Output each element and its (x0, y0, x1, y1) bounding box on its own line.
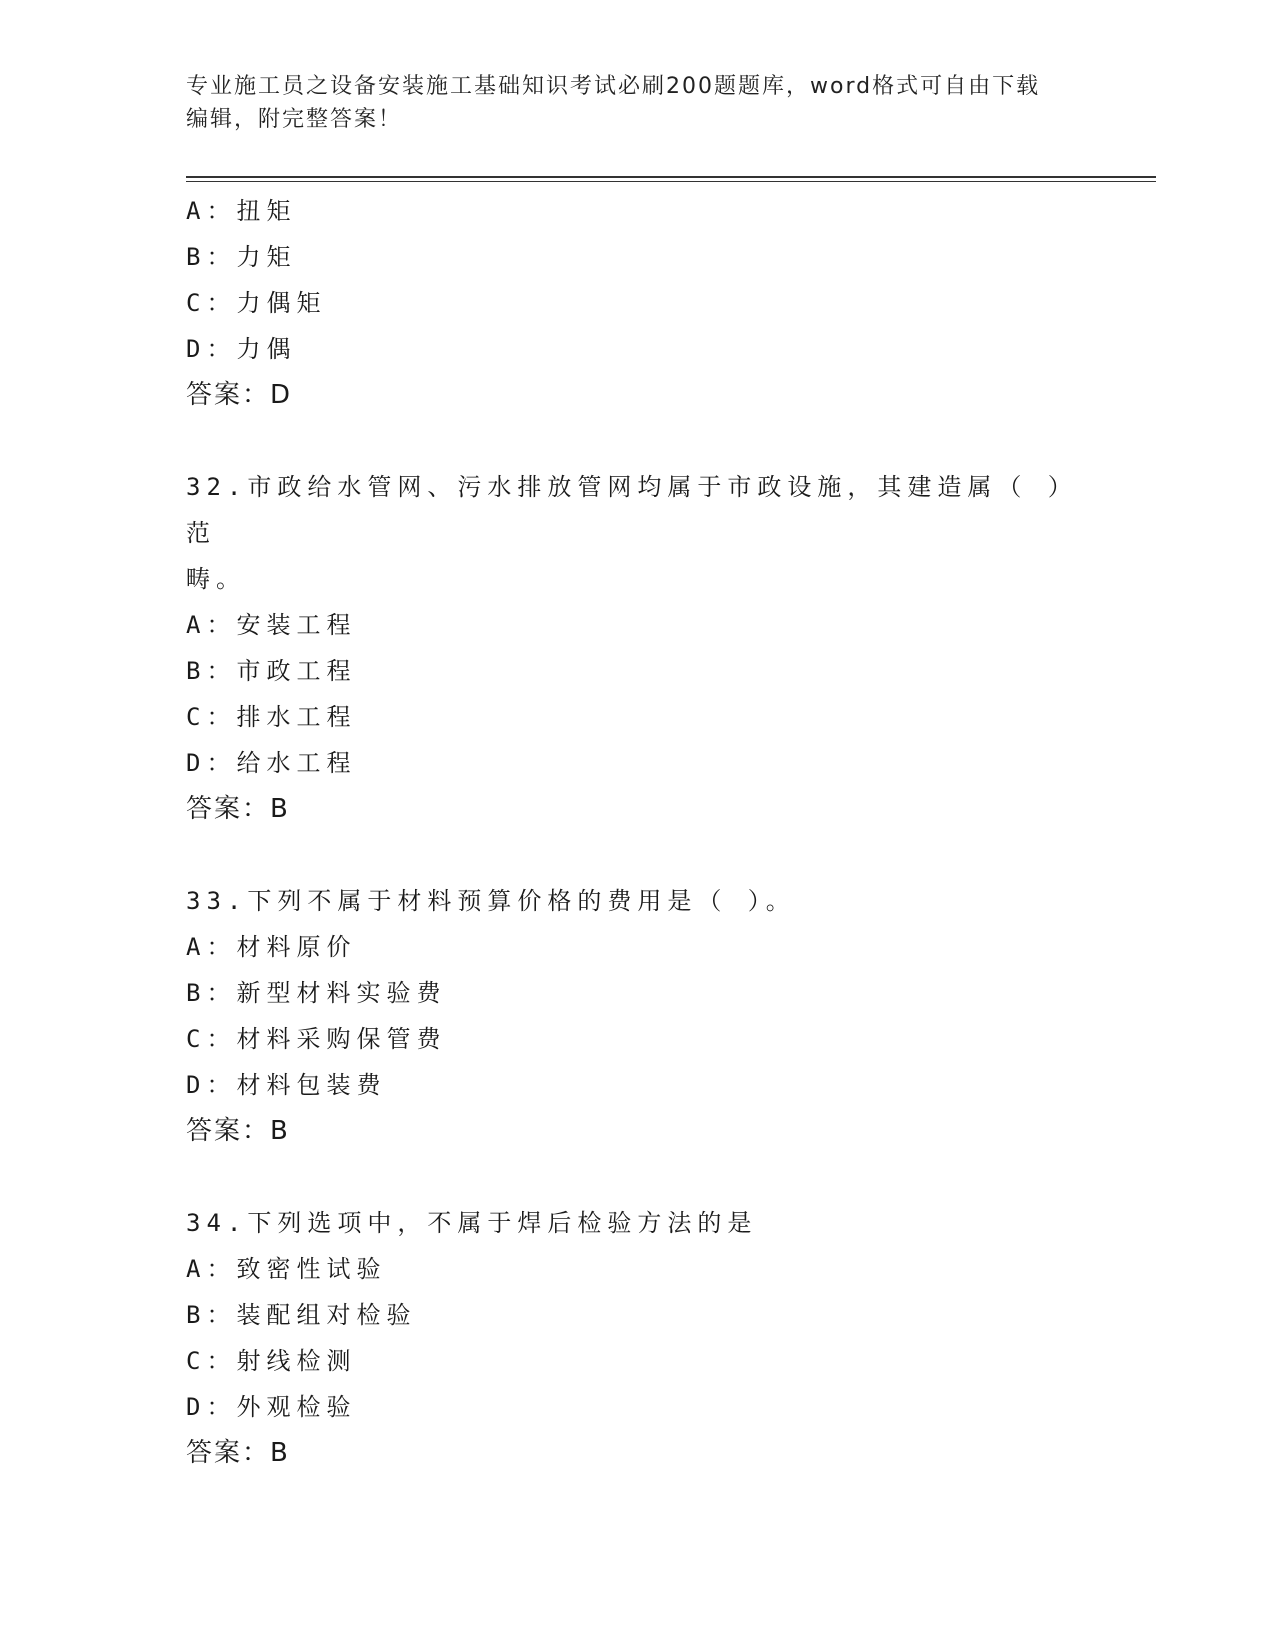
option-a: A：扭矩 (186, 197, 297, 225)
option-d: D：材料包装费 (186, 1071, 387, 1099)
spacer (186, 1154, 1086, 1200)
option-c: C：材料采购保管费 (186, 1025, 447, 1053)
option-c: C：力偶矩 (186, 289, 327, 317)
document-header (186, 70, 1156, 136)
document-title-line-1: 专业施工员之设备安装施工基础知识考试必刷200题题库，word格式可自由下载 (186, 74, 1041, 99)
option-c: C：射线检测 (186, 1347, 357, 1375)
spacer (186, 832, 1086, 878)
option-b: B：装配组对检验 (186, 1301, 417, 1329)
question-stem-line-2: 畴。 (186, 565, 246, 593)
option-a: A：致密性试验 (186, 1255, 387, 1283)
option-b: B：新型材料实验费 (186, 979, 447, 1007)
answer: 答案：B (186, 1438, 290, 1468)
question-33 (186, 878, 1086, 1154)
option-a: A：安装工程 (186, 611, 357, 639)
question-stem: 34.下列选项中，不属于焊后检验方法的是 (186, 1209, 758, 1237)
answer: 答案：B (186, 1116, 290, 1146)
header-divider (186, 176, 1156, 182)
answer: 答案：B (186, 794, 290, 824)
answer: 答案：D (186, 380, 293, 410)
question-stem: 33.下列不属于材料预算价格的费用是（ ）。 (186, 887, 796, 915)
question-list (186, 188, 1086, 1476)
question-32 (186, 464, 1086, 832)
option-d: D：给水工程 (186, 749, 357, 777)
option-b: B：力矩 (186, 243, 297, 271)
option-a: A：材料原价 (186, 933, 357, 961)
question-34 (186, 1200, 1086, 1476)
option-b: B：市政工程 (186, 657, 357, 685)
spacer (186, 418, 1086, 464)
question-31 (186, 188, 1086, 418)
document-title-line-2: 编辑，附完整答案！ (186, 107, 403, 132)
option-c: C：排水工程 (186, 703, 357, 731)
question-stem-line-1: 32.市政给水管网、污水排放管网均属于市政设施，其建造属（ ）范 (186, 473, 1078, 547)
option-d: D：力偶 (186, 335, 297, 363)
option-d: D：外观检验 (186, 1393, 357, 1421)
